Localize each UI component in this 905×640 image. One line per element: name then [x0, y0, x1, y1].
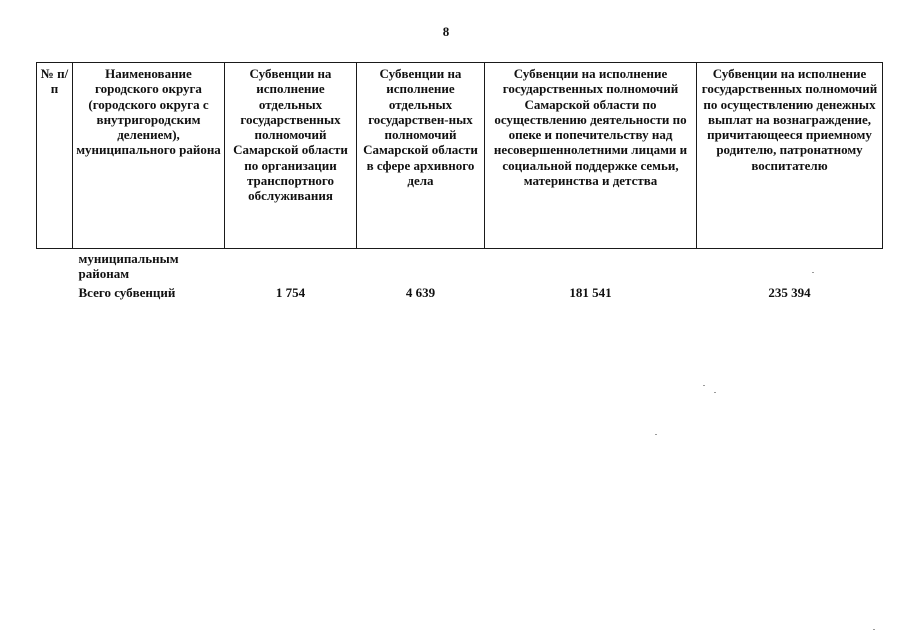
header-number: № п/п	[37, 63, 73, 249]
header-transport-subvention: Субвенции на исполнение отдельных государственных полномочий Самарской области по организации транспортного обслуживания	[225, 63, 357, 249]
total-transport-value: 1 754	[275, 285, 306, 300]
page-number: 8	[442, 24, 450, 39]
scan-speck	[812, 272, 814, 273]
table-row-continuation	[37, 249, 883, 286]
scan-speck	[655, 434, 657, 435]
table-header-row	[37, 63, 883, 249]
total-archive-value: 4 639	[405, 285, 436, 300]
subventions-table	[36, 62, 883, 303]
continuation-empty-cell	[357, 249, 485, 286]
scan-speck	[703, 385, 705, 386]
continuation-number-cell	[37, 249, 73, 286]
continuation-empty-cell	[485, 249, 697, 286]
total-foster-payments-value: 235 394	[768, 285, 811, 300]
subventions-table-wrapper	[36, 62, 883, 303]
continuation-name-cell: муниципальным районам	[78, 251, 179, 282]
table-row-total	[37, 285, 883, 303]
total-guardianship-value: 181 541	[569, 285, 612, 300]
total-number-cell	[37, 285, 73, 303]
header-municipality-name: Наименование городского округа (городского округа с внутригородским делением), муниципального района	[73, 63, 225, 249]
header-foster-payments-subvention: Субвенции на исполнение государственных полномочий по осуществлению денежных выплат на вознаграждение, причитающееся приемному родителю, патронатному воспитателю	[697, 63, 883, 249]
total-label: Всего субвенций	[78, 285, 176, 300]
header-archive-subvention: Субвенции на исполнение отдельных государствен-ных полномочий Самарской области в сфере архивного дела	[357, 63, 485, 249]
continuation-empty-cell	[697, 249, 883, 286]
continuation-empty-cell	[225, 249, 357, 286]
scan-speck	[873, 629, 875, 630]
header-guardianship-subvention: Субвенции на исполнение государственных полномочий Самарской области по осуществлению деятельности по опеке и попечительству над несовершеннолетними лицами и социальной поддержке семьи, материнства и детства	[485, 63, 697, 249]
scan-speck	[714, 392, 716, 393]
